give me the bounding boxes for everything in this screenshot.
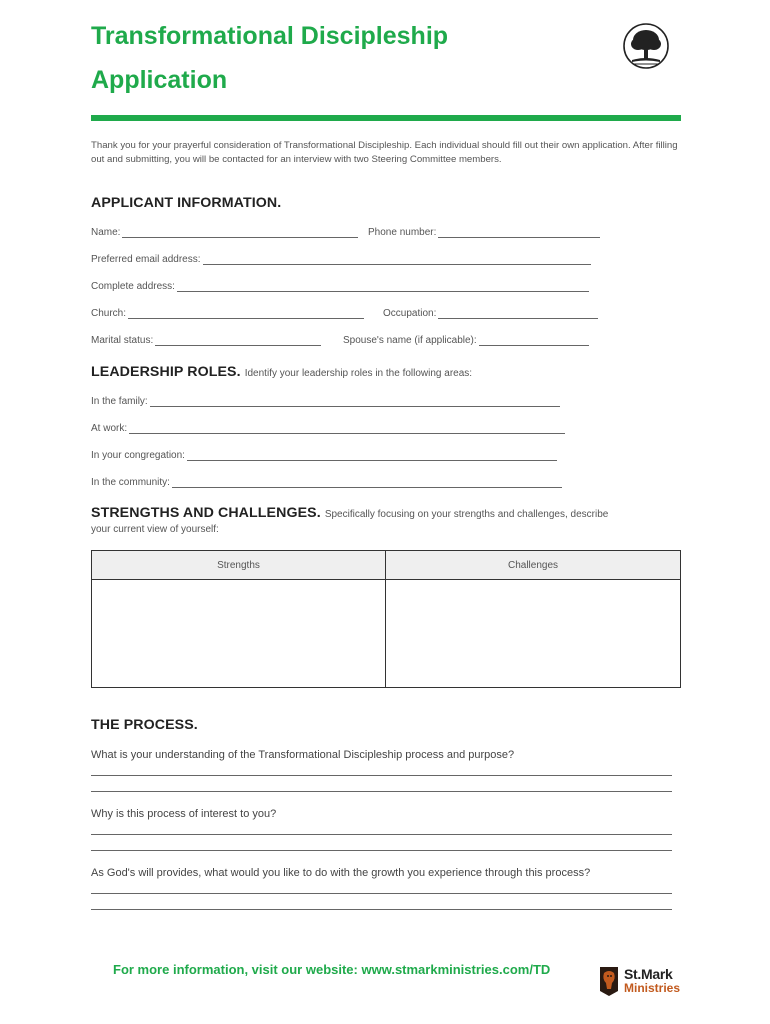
process-heading: THE PROCESS. [91,717,198,733]
marital-label: Marital status: [91,335,154,346]
spouse-label: Spouse's name (if applicable): [343,335,477,346]
st-mark-logo [597,963,687,999]
challenges-column-header: Challenges [386,551,681,580]
congregation-role-field[interactable] [91,450,557,461]
leadership-heading-text: LEADERSHIP ROLES. [91,364,241,380]
occupation-label: Occupation: [383,308,437,319]
strengths-input-cell[interactable] [92,580,386,688]
phone-field[interactable] [368,227,600,238]
footer-website-text: For more information, visit our website: www.stmarkministries.com/TD [113,962,551,977]
page-title-line1: Transformational Discipleship [91,22,449,50]
intro-paragraph: Thank you for your prayerful consideration of Transformational Discipleship. Each individual should fill out their own application. After filling out and submitting, you will be contacted for an interview with two Steering Committee members. [91,140,678,165]
community-role-field[interactable] [91,477,562,488]
lion-icon [597,965,621,997]
page-title-line2: Application [91,66,228,94]
challenges-input-cell[interactable] [386,580,681,688]
applicant-heading: APPLICANT INFORMATION. [91,195,282,211]
strengths-heading [91,505,608,521]
name-field[interactable] [91,227,358,238]
strengths-challenges-table [91,550,681,688]
answer-line[interactable] [91,775,672,776]
email-field[interactable] [91,254,591,265]
address-field[interactable] [91,281,589,292]
work-label: At work: [91,423,128,434]
leadership-subheading: Identify your leadership roles in the following areas: [244,368,473,379]
strengths-subheading-2: your current view of yourself: [91,524,219,535]
spouse-name-field[interactable] [343,335,589,346]
process-question-3: As God's will provides, what would you like to do with the growth you experience through this process? [91,867,591,879]
address-label: Complete address: [91,281,175,292]
strengths-heading-text: STRENGTHS AND CHALLENGES. [91,505,321,521]
logo-line-1: St.Mark [624,966,673,982]
email-label: Preferred email address: [91,254,201,265]
phone-label: Phone number: [368,227,437,238]
congregation-label: In your congregation: [91,450,185,461]
church-label: Church: [91,308,127,319]
community-label: In the community: [91,477,170,488]
name-label: Name: [91,227,121,238]
tree-logo-icon [622,22,670,74]
family-label: In the family: [91,396,148,407]
marital-status-field[interactable] [91,335,321,346]
process-question-1: What is your understanding of the Transformational Discipleship process and purpose? [91,749,515,761]
process-question-2: Why is this process of interest to you? [91,808,277,820]
answer-line[interactable] [91,893,672,894]
church-field[interactable] [91,308,364,319]
answer-line[interactable] [91,850,672,851]
answer-line[interactable] [91,791,672,792]
strengths-subheading: Specifically focusing on your strengths and challenges, describe [324,509,609,520]
title-divider [91,115,681,121]
occupation-field[interactable] [383,308,598,319]
family-role-field[interactable] [91,396,560,407]
work-role-field[interactable] [91,423,565,434]
answer-line[interactable] [91,834,672,835]
logo-line-2: Ministries [624,981,681,995]
strengths-column-header: Strengths [92,551,386,580]
leadership-heading [91,364,472,380]
answer-line[interactable] [91,909,672,910]
